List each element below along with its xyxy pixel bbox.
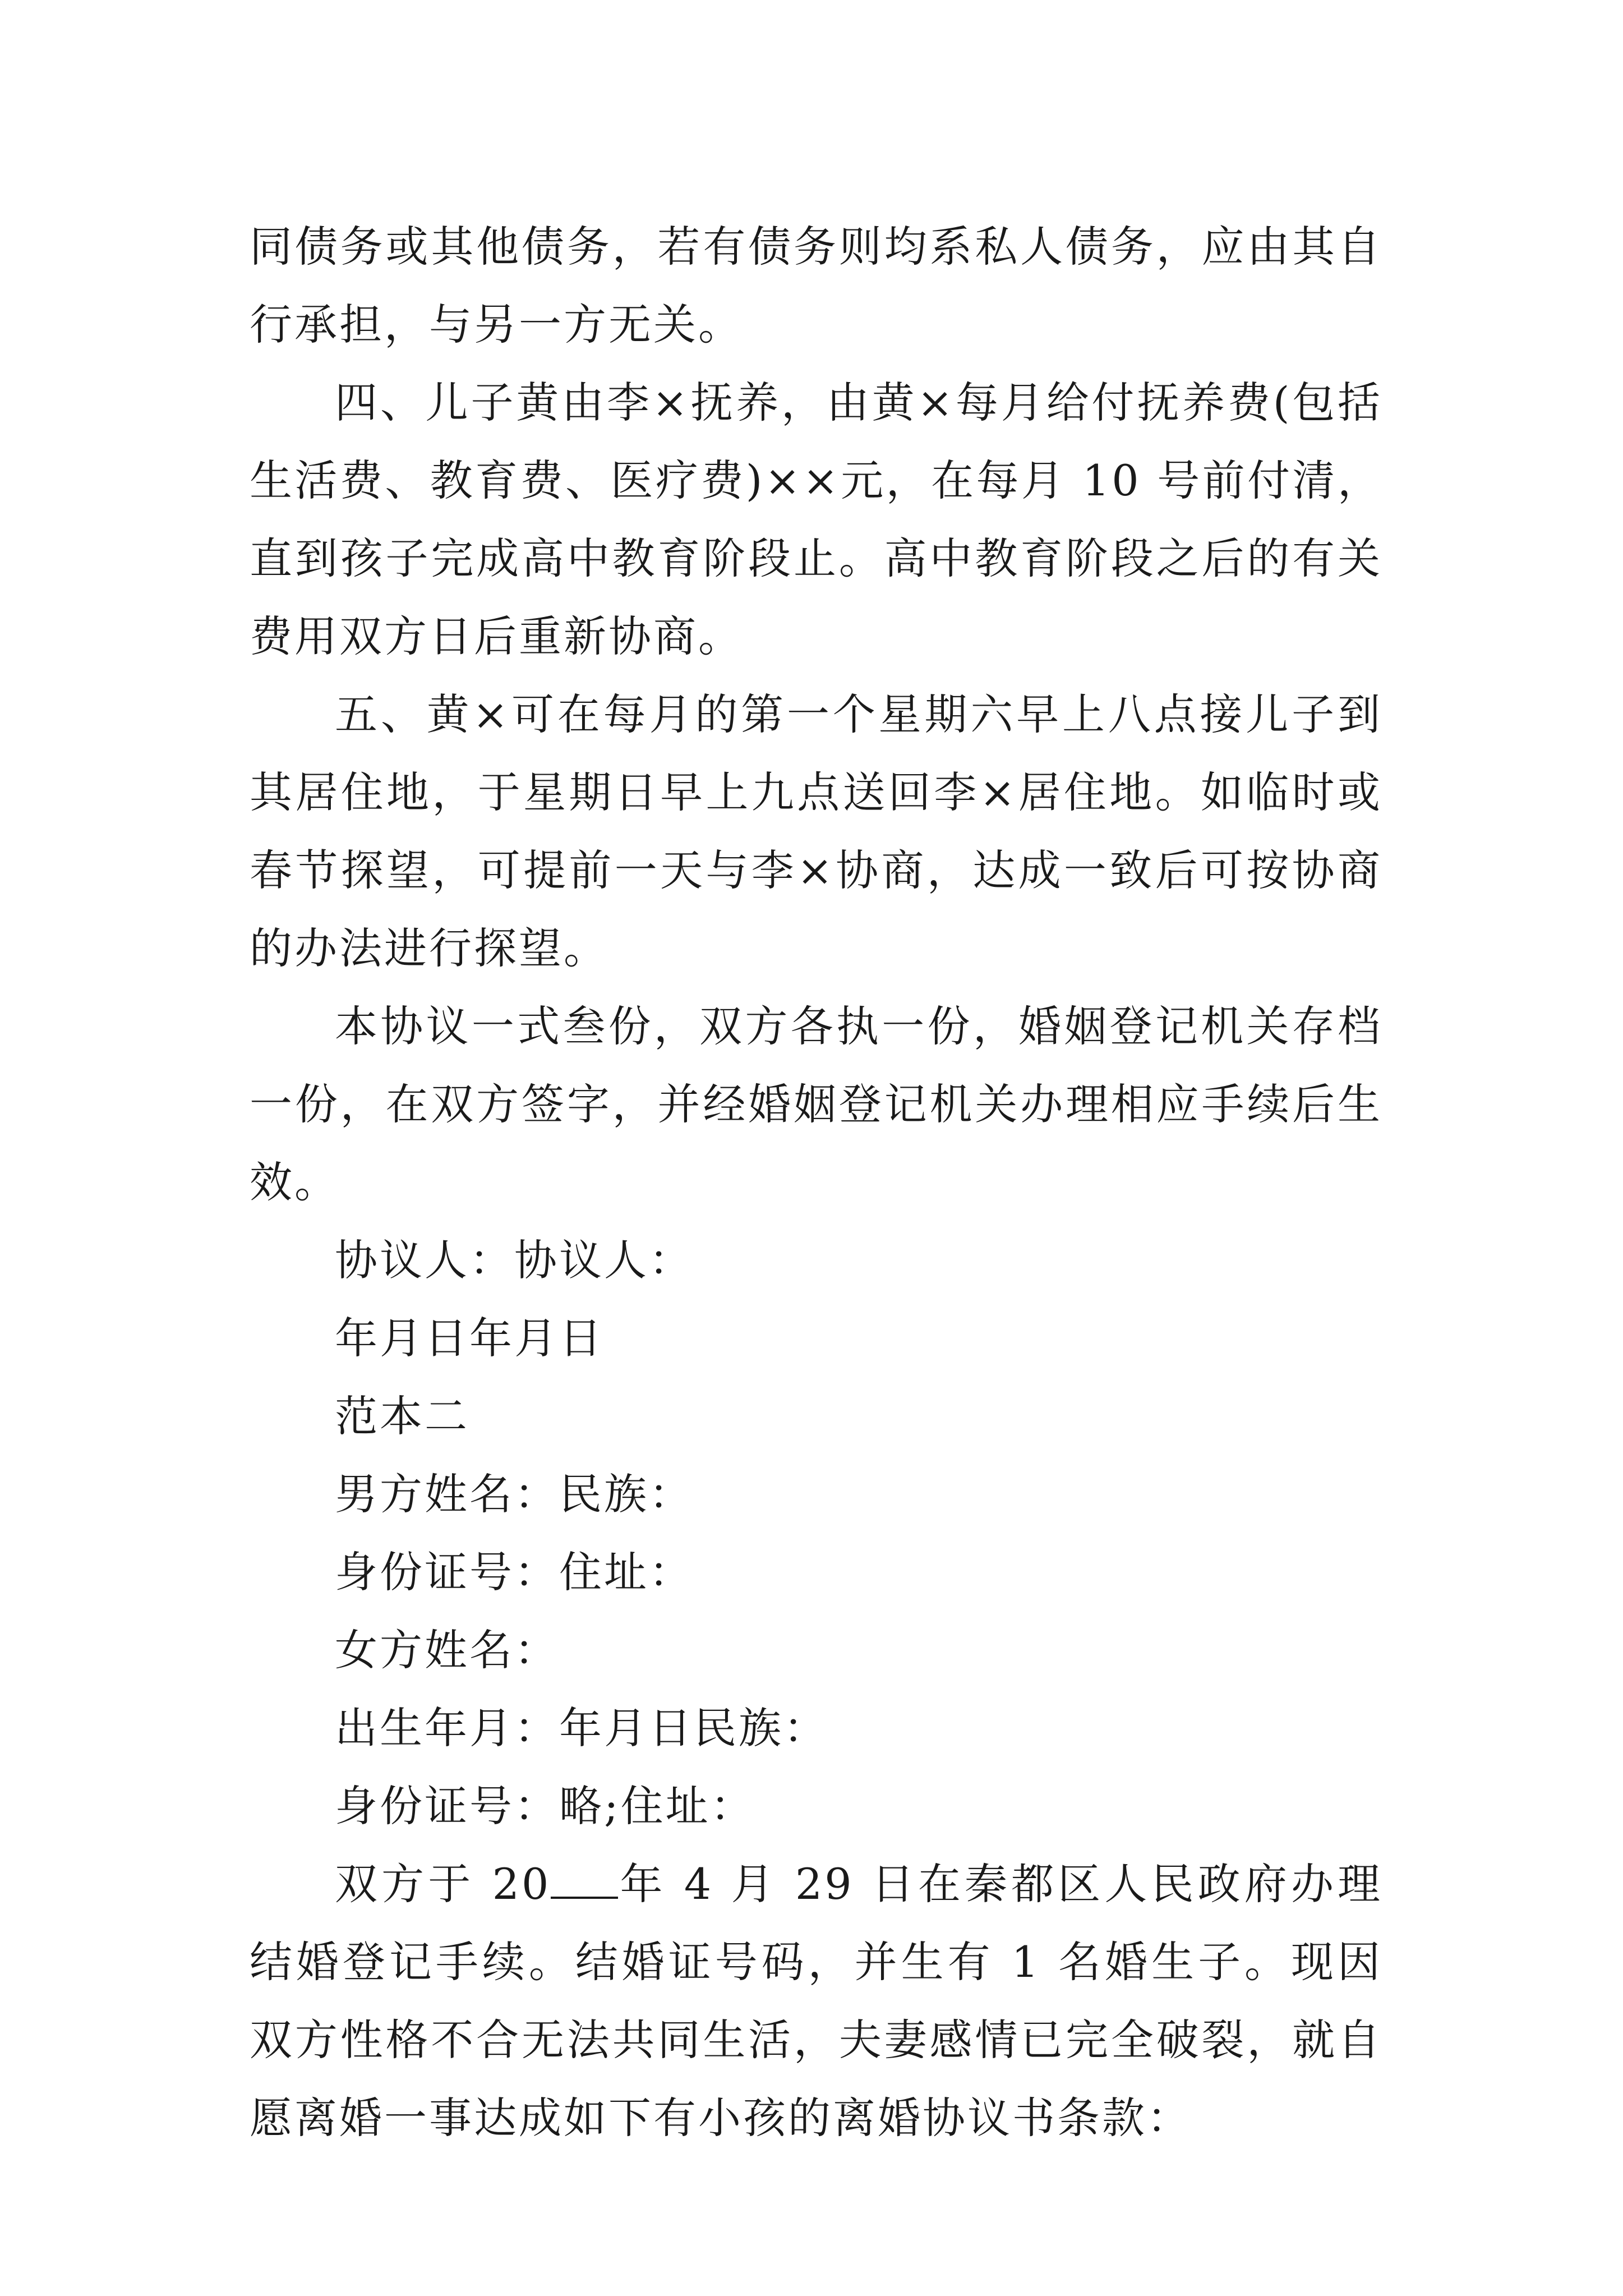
birth-date-line: 出生年月：年月日民族： <box>335 1703 828 1753</box>
sample-two-heading: 范本二 <box>335 1391 469 1441</box>
marriage-year-prefix: 双方于 20 <box>335 1859 551 1909</box>
signature-parties-line: 协议人：协议人： <box>335 1235 694 1285</box>
male-name-line: 男方姓名：民族： <box>335 1469 694 1519</box>
paragraph-marriage-info <box>250 1845 1382 2157</box>
marriage-text: 年 4 月 29 日在秦都区人民政府办理结婚登记手续。结婚证号码，并生有 1 名婚生子。现因双方性格不合无法共同生活，夫妻感情已完全破裂，就自愿离婚一事达成如下有小孩的离婚协议书条款： <box>250 1859 1382 2143</box>
paragraph-debts-tail: 同债务或其他债务，若有债务则均系私人债务，应由其自行承担，与另一方无关。 <box>250 222 1382 349</box>
male-id-line: 身份证号：住址： <box>335 1547 694 1597</box>
document-body <box>250 208 1382 2157</box>
female-name-line: 女方姓名： <box>335 1625 559 1675</box>
paragraph-clause-four: 四、儿子黄由李×抚养，由黄×每月给付抚养费(包括生活费、教育费、医疗费)××元，在每月 10 号前付清，直到孩子完成高中教育阶段止。高中教育阶段之后的有关费用双方日后重新协商。 <box>250 378 1382 661</box>
signature-dates-line: 年月日年月日 <box>335 1313 604 1363</box>
year-blank <box>551 1863 618 1899</box>
paragraph-clause-five: 五、黄×可在每月的第一个星期六早上八点接儿子到其居住地，于星期日早上九点送回李×居住地。如临时或春节探望，可提前一天与李×协商，达成一致后可按协商的办法进行探望。 <box>250 689 1382 973</box>
paragraph-copies: 本协议一式叁份，双方各执一份，婚姻登记机关存档一份，在双方签字，并经婚姻登记机关办理相应手续后生效。 <box>250 1001 1382 1207</box>
female-id-line: 身份证号：略;住址： <box>335 1781 755 1831</box>
